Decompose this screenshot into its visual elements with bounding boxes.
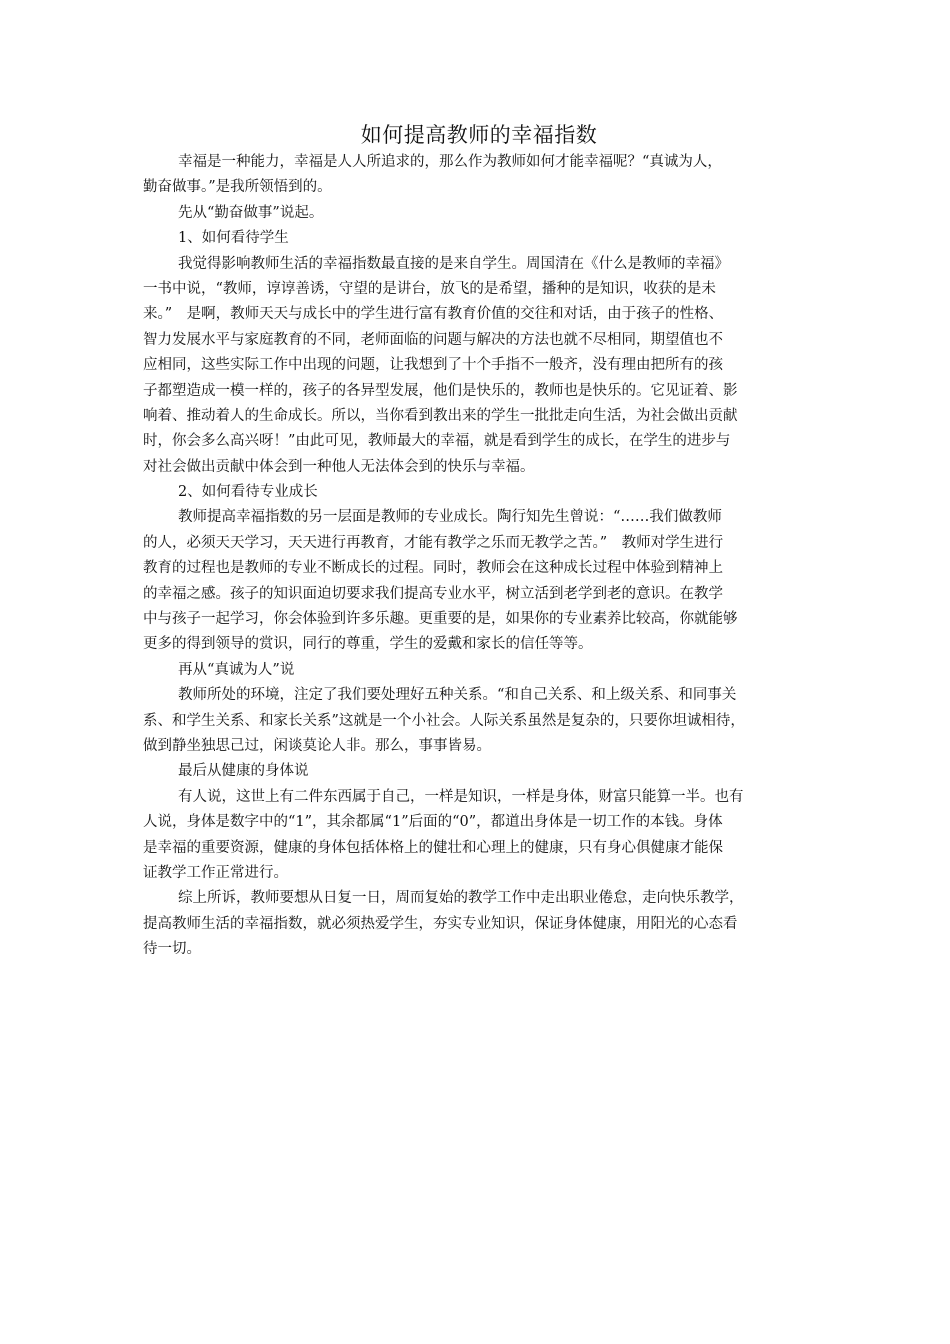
paragraph-line: 教师提高幸福指数的另一层面是教师的专业成长。陶行知先生曾说：“……我们做教师 (178, 509, 722, 526)
document-page (143, 120, 815, 963)
paragraph-line: 智力发展水平与家庭教育的不同，老师面临的问题与解决的方法也就不尽相同，期望值也不 (143, 331, 723, 348)
paragraph-line: 时，你会多么高兴呀！”由此可见，教师最大的幸福，就是看到学生的成长，在学生的进步与 (143, 433, 731, 450)
paragraph-line: 人说，身体是数字中的“1”，其余都属“1”后面的“0”，都道出身体是一切工作的本钱。身体 (143, 814, 723, 831)
paragraph-line: 提高教师生活的幸福指数，就必须热爱学生，夯实专业知识，保证身体健康，用阳光的心态看 (143, 915, 738, 932)
paragraph-line: 对社会做出贡献中体会到一种他人无法体会到的快乐与幸福。 (143, 458, 535, 475)
paragraph-line: 系、和学生关系、和家长关系”这就是一个小社会。人际关系虽然是复杂的，只要你坦诚相待， (143, 712, 745, 729)
paragraph-line: 中与孩子一起学习，你会体验到许多乐趣。更重要的是，如果你的专业素养比较高，你就能够 (143, 611, 738, 628)
paragraph-line: 应相同，这些实际工作中出现的问题，让我想到了十个手指不一般齐，没有理由把所有的孩 (143, 357, 723, 374)
paragraph-line: 子都塑造成一模一样的，孩子的各异型发展，他们是快乐的，教师也是快乐的。它见证着、影 (143, 382, 738, 399)
paragraph-line: 更多的得到领导的赏识，同行的尊重，学生的爱戴和家长的信任等等。 (143, 636, 593, 653)
paragraph-line: 是幸福的重要资源，健康的身体包括体格上的健壮和心理上的健康，只有身心俱健康才能保 (143, 839, 723, 856)
paragraph-line: 教育的过程也是教师的专业不断成长的过程。同时，教师会在这种成长过程中体验到精神上 (143, 560, 723, 577)
paragraph-line: 幸福是一种能力，幸福是人人所追求的，那么作为教师如何才能幸福呢？“真诚为人， (178, 154, 722, 170)
paragraph-line: 勤奋做事。”是我所领悟到的。 (143, 179, 332, 196)
section-heading: 最后从健康的身体说 (178, 763, 309, 780)
paragraph-line: 做到静坐独思己过，闲谈莫论人非。那么，事事皆易。 (143, 737, 491, 754)
document-title: 如何提高教师的幸福指数 (360, 123, 598, 147)
paragraph-line: 我觉得影响教师生活的幸福指数最直接的是来自学生。周国清在《什么是教师的幸福》 (178, 255, 729, 272)
paragraph-line: 响着、推动着人的生命成长。所以，当你看到教出来的学生一批批走向生活，为社会做出贡献 (143, 407, 738, 424)
paragraph-line: 综上所诉，教师要想从日复一日，周而复始的教学工作中走出职业倦怠，走向快乐教学， (178, 890, 744, 907)
section-heading: 再从“真诚为人”说 (178, 661, 295, 678)
paragraph-line: 教师所处的环境，注定了我们要处理好五种关系。“和自己关系、和上级关系、和同事关 (178, 687, 737, 704)
paragraph-line: 证教学工作正常进行。 (143, 864, 288, 881)
paragraph-line: 一书中说，“教师，谆谆善诱，守望的是讲台，放飞的是希望，播种的是知识，收获的是未 (143, 280, 716, 297)
paragraph-line: 的人，必须天天学习，天天进行再教育，才能有教学之乐而无教学之苦。” 教师对学生进行 (143, 534, 724, 551)
paragraph-line: 来。” 是啊，教师天天与成长中的学生进行富有教育价值的交往和对话，由于孩子的性格、 (143, 306, 724, 323)
section-heading: 1、如何看待学生 (178, 230, 289, 247)
paragraph-line: 有人说，这世上有二件东西属于自己，一样是知识，一样是身体，财富只能算一半。也有 (178, 788, 744, 805)
section-heading: 2、如何看待专业成长 (178, 484, 318, 501)
paragraph-line: 的幸福之感。孩子的知识面迫切要求我们提高专业水平，树立活到老学到老的意识。在教学 (143, 585, 723, 602)
section-heading: 先从“勤奋做事”说起。 (178, 204, 324, 221)
paragraph-line: 待一切。 (143, 941, 201, 958)
